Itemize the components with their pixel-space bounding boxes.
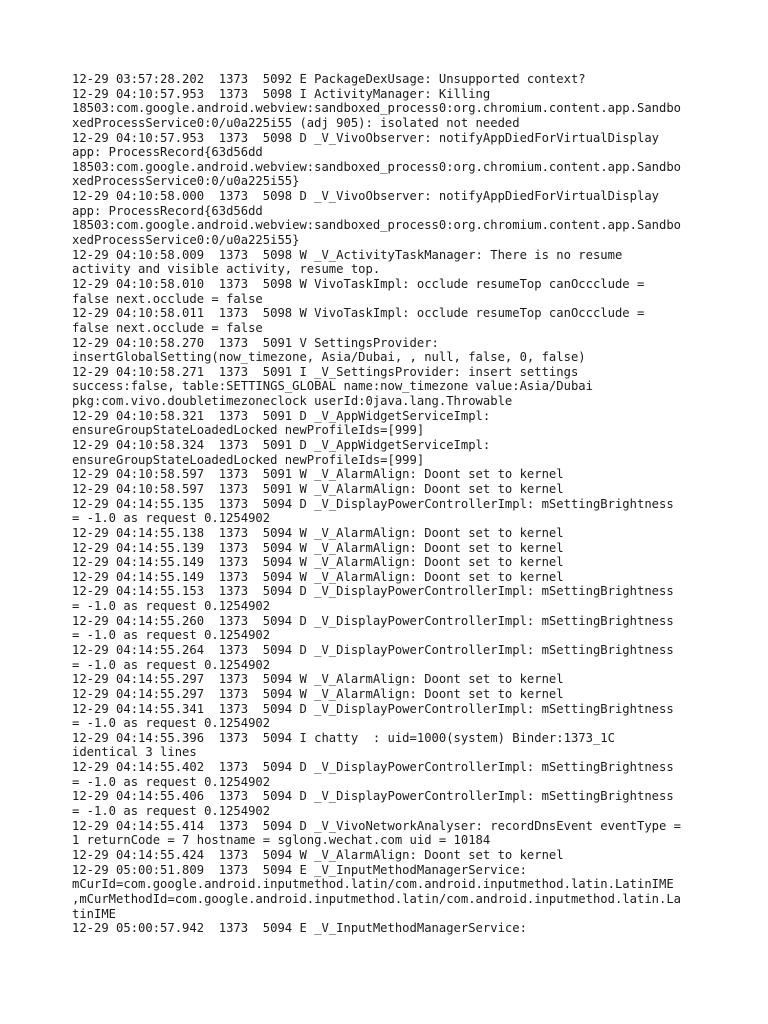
log-line: mCurId=com.google.android.inputmethod.latin/com.android.inputmethod.latin.LatinIME bbox=[72, 877, 674, 892]
log-line: 12-29 04:10:58.321 1373 5091 D _V_AppWidgetServiceImpl: bbox=[72, 408, 491, 423]
log-line: 12-29 04:10:58.011 1373 5098 W VivoTaskImpl: occlude resumeTop canOccclude = bbox=[72, 306, 645, 321]
log-line: 18503:com.google.android.webview:sandboxed_process0:org.chromium.content.app.Sandbo bbox=[72, 218, 682, 233]
log-line: app: ProcessRecord{63d56dd bbox=[72, 145, 263, 160]
log-line: xedProcessService0:0/u0a225i55 (adj 905): isolated not needed bbox=[72, 115, 520, 130]
log-line: activity and visible activity, resume top. bbox=[72, 262, 381, 277]
log-line: 12-29 04:14:55.406 1373 5094 D _V_DisplayPowerControllerImpl: mSettingBrightness bbox=[72, 789, 674, 804]
log-line: 12-29 04:14:55.260 1373 5094 D _V_DisplayPowerControllerImpl: mSettingBrightness bbox=[72, 613, 674, 628]
log-line: 12-29 04:14:55.297 1373 5094 W _V_AlarmAlign: Doont set to kernel bbox=[72, 672, 564, 687]
log-line: 12-29 04:10:58.270 1373 5091 V SettingsProvider: bbox=[72, 335, 439, 350]
log-line: = -1.0 as request 0.1254902 bbox=[72, 657, 271, 672]
log-line: 12-29 05:00:51.809 1373 5094 E _V_InputMethodManagerService: bbox=[72, 862, 527, 877]
log-line: 12-29 04:14:55.149 1373 5094 W _V_AlarmAlign: Doont set to kernel bbox=[72, 555, 564, 570]
log-line: 12-29 04:14:55.149 1373 5094 W _V_AlarmAlign: Doont set to kernel bbox=[72, 569, 564, 584]
log-line: xedProcessService0:0/u0a225i55} bbox=[72, 174, 300, 189]
log-line: 12-29 03:57:28.202 1373 5092 E PackageDexUsage: Unsupported context? bbox=[72, 72, 586, 86]
log-line: = -1.0 as request 0.1254902 bbox=[72, 628, 271, 643]
log-line: 12-29 04:14:55.135 1373 5094 D _V_DisplayPowerControllerImpl: mSettingBrightness bbox=[72, 496, 674, 511]
log-line: 12-29 04:14:55.139 1373 5094 W _V_AlarmAlign: Doont set to kernel bbox=[72, 540, 564, 555]
log-line: 12-29 04:10:57.953 1373 5098 D _V_VivoObserver: notifyAppDiedForVirtualDisplay bbox=[72, 130, 659, 145]
log-line: 12-29 04:10:58.000 1373 5098 D _V_VivoObserver: notifyAppDiedForVirtualDisplay bbox=[72, 189, 659, 204]
log-line: 12-29 04:14:55.297 1373 5094 W _V_AlarmAlign: Doont set to kernel bbox=[72, 686, 564, 701]
log-line: tinIME bbox=[72, 906, 117, 921]
log-line: xedProcessService0:0/u0a225i55} bbox=[72, 233, 300, 248]
log-line: 12-29 04:10:58.271 1373 5091 I _V_SettingsProvider: insert settings bbox=[72, 364, 579, 379]
log-line: false next.occlude = false bbox=[72, 320, 263, 335]
log-line: pkg:com.vivo.doubletimezoneclock userId:0java.lang.Throwable bbox=[72, 394, 513, 409]
log-line: 12-29 04:10:57.953 1373 5098 I ActivityManager: Killing bbox=[72, 86, 491, 101]
log-line: 12-29 04:14:55.402 1373 5094 D _V_DisplayPowerControllerImpl: mSettingBrightness bbox=[72, 760, 674, 775]
log-line: identical 3 lines bbox=[72, 745, 197, 760]
log-line: ensureGroupStateLoadedLocked newProfileIds=[999] bbox=[72, 452, 425, 467]
log-line: ensureGroupStateLoadedLocked newProfileIds=[999] bbox=[72, 423, 425, 438]
log-line: = -1.0 as request 0.1254902 bbox=[72, 774, 271, 789]
log-line: false next.occlude = false bbox=[72, 291, 263, 306]
log-line: 12-29 04:10:58.324 1373 5091 D _V_AppWidgetServiceImpl: bbox=[72, 438, 491, 453]
log-line: 12-29 04:14:55.138 1373 5094 W _V_AlarmAlign: Doont set to kernel bbox=[72, 525, 564, 540]
log-line: 12-29 04:14:55.414 1373 5094 D _V_VivoNetworkAnalyser: recordDnsEvent eventType = bbox=[72, 818, 682, 833]
log-line: 12-29 04:14:55.424 1373 5094 W _V_AlarmAlign: Doont set to kernel bbox=[72, 847, 564, 862]
log-line: 12-29 05:00:57.942 1373 5094 E _V_InputMethodManagerService: bbox=[72, 921, 527, 936]
log-line: = -1.0 as request 0.1254902 bbox=[72, 716, 271, 731]
log-line: 12-29 04:10:58.597 1373 5091 W _V_AlarmAlign: Doont set to kernel bbox=[72, 481, 564, 496]
log-line: 12-29 04:14:55.396 1373 5094 I chatty : uid=1000(system) Binder:1373_1C bbox=[72, 730, 615, 745]
log-text-block bbox=[72, 72, 712, 936]
log-line: insertGlobalSetting(now_timezone, Asia/Dubai, , null, false, 0, false) bbox=[72, 350, 586, 365]
log-line: 12-29 04:14:55.264 1373 5094 D _V_DisplayPowerControllerImpl: mSettingBrightness bbox=[72, 642, 674, 657]
log-line: = -1.0 as request 0.1254902 bbox=[72, 804, 271, 819]
log-line: 12-29 04:10:58.010 1373 5098 W VivoTaskImpl: occlude resumeTop canOccclude = bbox=[72, 276, 645, 291]
log-line: app: ProcessRecord{63d56dd bbox=[72, 203, 263, 218]
log-line: 1 returnCode = 7 hostname = sglong.wechat.com uid = 10184 bbox=[72, 833, 491, 848]
log-line: 18503:com.google.android.webview:sandboxed_process0:org.chromium.content.app.Sandbo bbox=[72, 101, 682, 116]
log-line: 12-29 04:10:58.009 1373 5098 W _V_ActivityTaskManager: There is no resume bbox=[72, 247, 623, 262]
log-line: = -1.0 as request 0.1254902 bbox=[72, 599, 271, 614]
log-line: = -1.0 as request 0.1254902 bbox=[72, 511, 271, 526]
log-line: success:false, table:SETTINGS_GLOBAL name:now_timezone value:Asia/Dubai bbox=[72, 379, 593, 394]
log-line: 12-29 04:14:55.153 1373 5094 D _V_DisplayPowerControllerImpl: mSettingBrightness bbox=[72, 584, 674, 599]
log-line: 18503:com.google.android.webview:sandboxed_process0:org.chromium.content.app.Sandbo bbox=[72, 159, 682, 174]
log-line: 12-29 04:14:55.341 1373 5094 D _V_DisplayPowerControllerImpl: mSettingBrightness bbox=[72, 701, 674, 716]
log-line: 12-29 04:10:58.597 1373 5091 W _V_AlarmAlign: Doont set to kernel bbox=[72, 467, 564, 482]
log-line: ,mCurMethodId=com.google.android.inputmethod.latin/com.android.inputmethod.latin.La bbox=[72, 891, 682, 906]
